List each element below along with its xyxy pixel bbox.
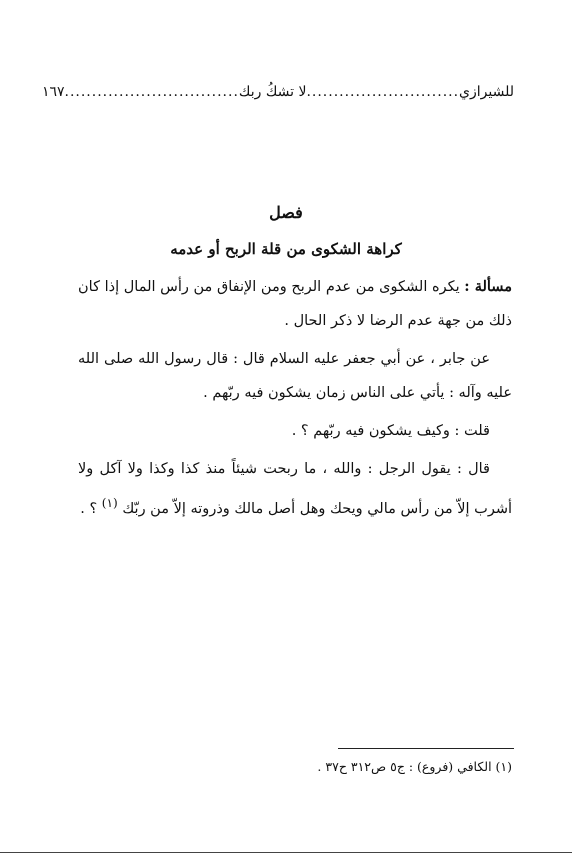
page-number: ١٦٧ bbox=[41, 84, 65, 100]
section-title: فصل bbox=[269, 203, 303, 222]
hadith-paragraph-2: قلت : وكيف يشكون فيه ربّهم ؟ . bbox=[291, 423, 490, 439]
header-dots-right: ............................ bbox=[306, 84, 460, 100]
footnote-divider bbox=[338, 748, 514, 749]
masala-paragraph bbox=[78, 270, 512, 338]
masala-text: يكره الشكوى من عدم الربح ومن الإنفاق من رأس المال إذا كان ذلك من جهة عدم الرضا لا ذكر الحال . bbox=[78, 279, 512, 329]
hadith-3-text: قال : يقول الرجل : والله ، ما ربحت شيئاً منذ كذا وكذا ولا آكل ولا أشرب إلاّ من رأس مالي ويحك وهل أصل مالك وذروته إلاّ من ربّك bbox=[78, 461, 512, 517]
masala-label: مسألة : bbox=[464, 278, 513, 295]
header-author: للشيرازي bbox=[459, 84, 514, 100]
footnote-reference[interactable]: (١) bbox=[101, 496, 118, 510]
page-bottom-edge bbox=[0, 852, 572, 853]
footnote: (١) الكافي (فروع) : ج٥ ص٣١٢ ح٣٧ . bbox=[317, 759, 512, 774]
section-subtitle: كراهة الشكوى من قلة الربح أو عدمه bbox=[170, 240, 402, 258]
body-text bbox=[78, 270, 512, 530]
header-title: لا تشكُ ربك bbox=[238, 84, 307, 100]
header-dots-left: ................................ bbox=[64, 84, 239, 100]
hadith-paragraph-3 bbox=[78, 452, 512, 526]
hadith-3-end: ؟ . bbox=[80, 500, 98, 517]
hadith-paragraph-1: عن جابر ، عن أبي جعفر عليه السلام قال : قال رسول الله صلى الله عليه وآله : يأتي على الناس زمان يشكون فيه ربّهم . bbox=[78, 351, 512, 401]
running-header bbox=[41, 84, 514, 100]
